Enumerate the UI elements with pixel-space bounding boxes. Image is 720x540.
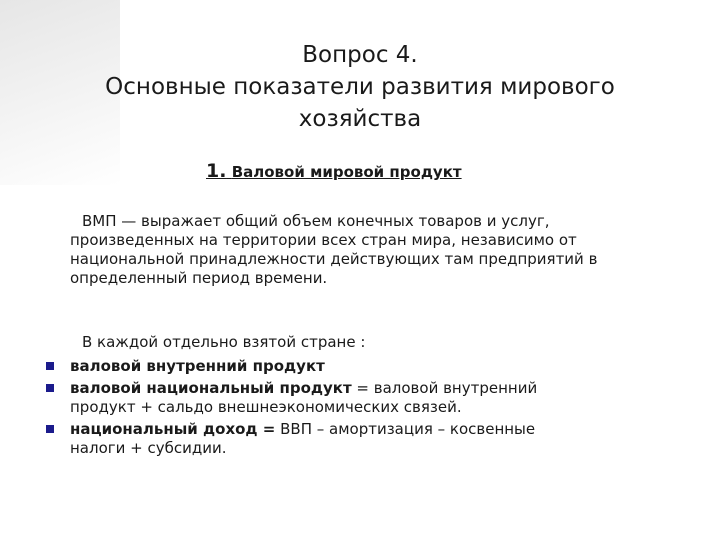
- title-line-1: Вопрос 4.: [302, 42, 418, 69]
- definition-paragraph: [70, 212, 690, 288]
- title-line-3: хозяйства: [298, 106, 422, 133]
- bullet-term: национальный доход =: [70, 420, 276, 438]
- title-line-2: Основные показатели развития мирового: [105, 74, 615, 101]
- bullet-continuation: продукт + сальдо внешнеэкономических связей.: [70, 398, 462, 416]
- bullet-square-icon: [46, 425, 54, 433]
- list-item: [46, 420, 686, 458]
- slide-title: [60, 39, 660, 135]
- section-number: 1.: [206, 160, 227, 182]
- bullet-line: [70, 420, 686, 439]
- definition-line-4: определенный период времени.: [70, 269, 328, 287]
- definition-line-2: произведенных на территории всех стран мира, независимо от: [70, 231, 577, 249]
- section-heading-text: Валовой мировой продукт: [231, 163, 462, 181]
- definition-line-3: национальной принадлежности действующих там предприятий в: [70, 250, 598, 268]
- bullet-square-icon: [46, 362, 54, 370]
- list-item: [46, 357, 686, 376]
- intro-text: В каждой отдельно взятой стране :: [82, 333, 366, 351]
- bullet-term: валовой внутренний продукт: [70, 357, 325, 375]
- bullet-text: = валовой внутренний: [351, 379, 538, 397]
- bullet-line: [70, 379, 686, 398]
- definition-line-1: ВМП — выражает общий объем конечных товаров и услуг,: [82, 212, 550, 230]
- bullet-text: ВВП – амортизация – косвенные: [275, 420, 536, 438]
- list-item: [46, 379, 686, 417]
- bullet-list: [46, 357, 686, 461]
- bullet-term: валовой национальный продукт: [70, 379, 352, 397]
- bullet-line: [70, 357, 686, 376]
- bullet-square-icon: [46, 384, 54, 392]
- bullet-continuation: налоги + субсидии.: [70, 439, 227, 457]
- section-heading: [206, 160, 462, 182]
